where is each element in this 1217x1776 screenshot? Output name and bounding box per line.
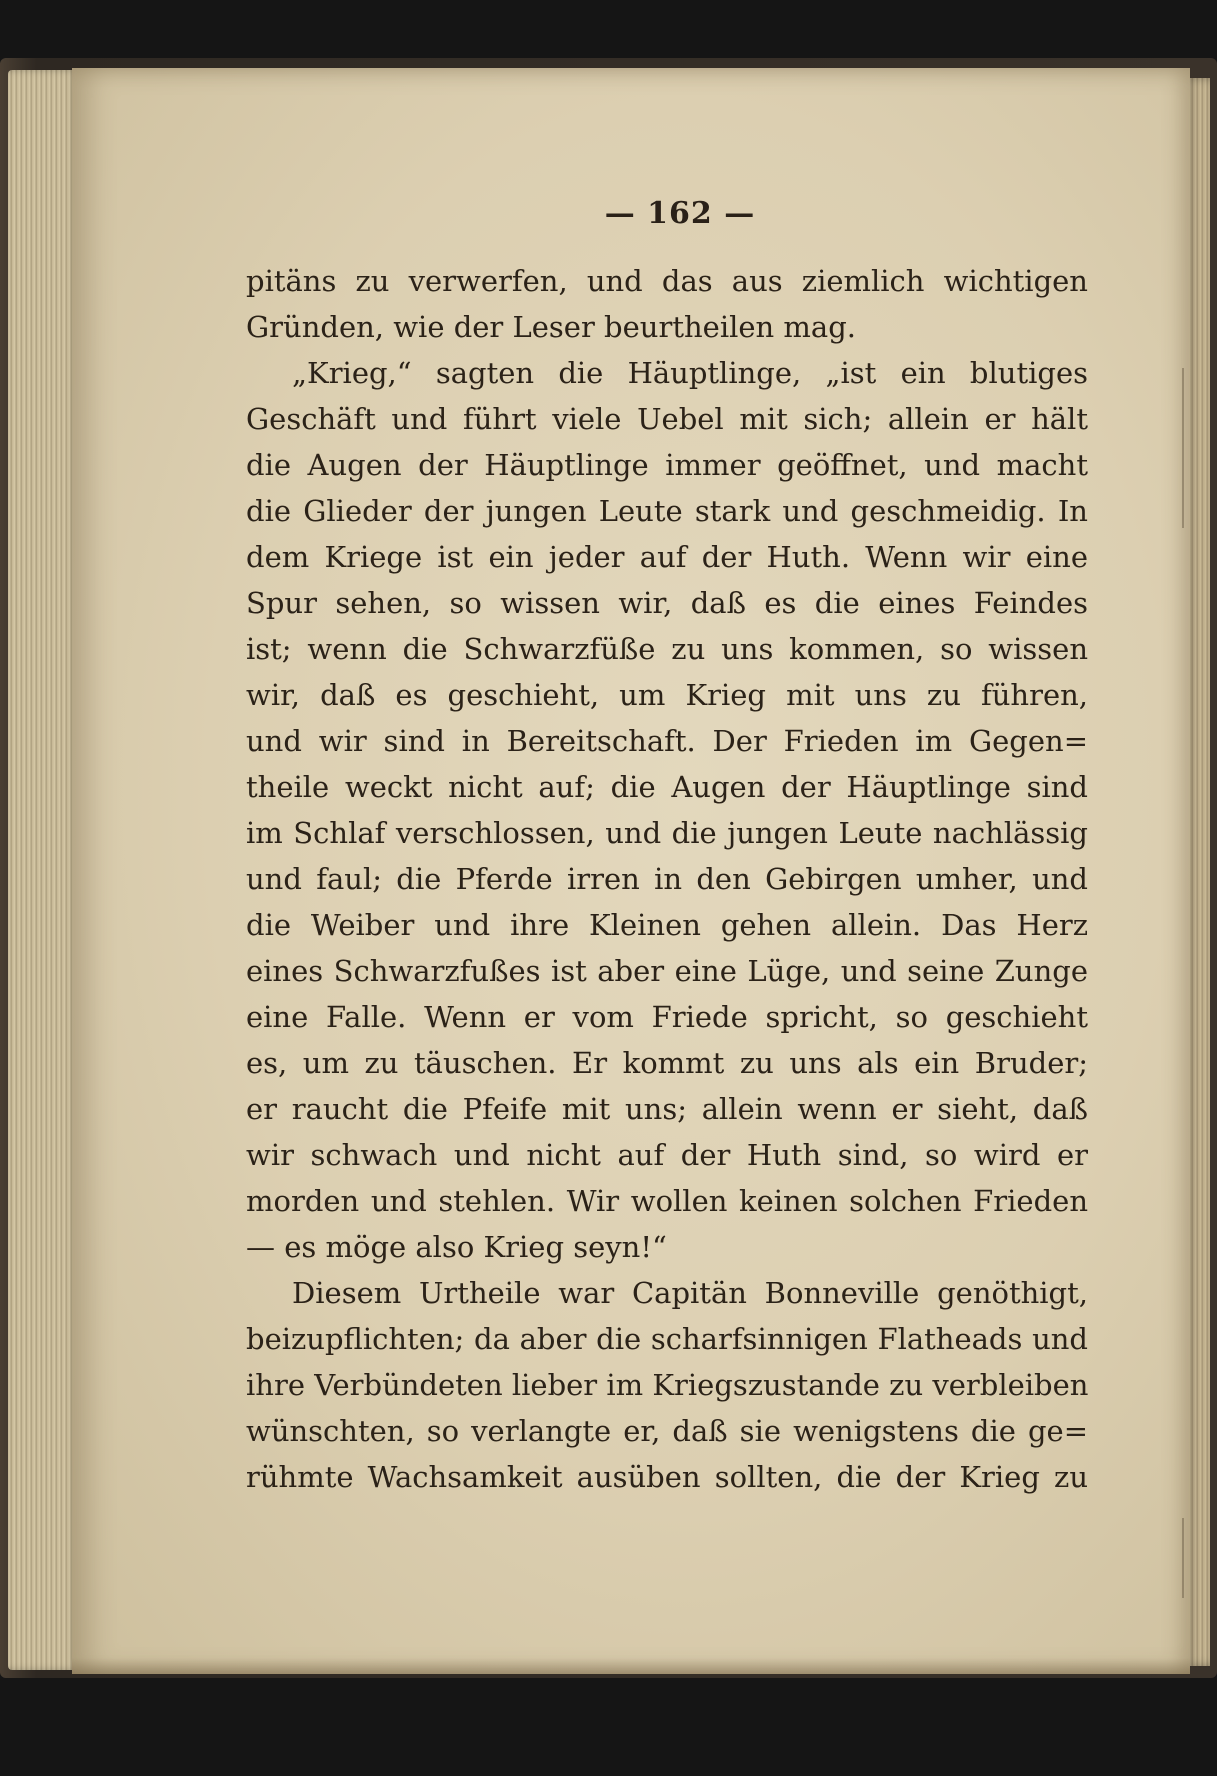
text-line: eine Falle. Wenn er vom Friede spricht, so geschieht — [246, 1000, 1088, 1034]
text-line: und wir sind in Bereitschaft. Der Frieden im Gegen= — [246, 724, 1088, 758]
text-line: ihre Verbündeten lieber im Kriegszustande zu verbleiben — [246, 1368, 1088, 1402]
text-line: im Schlaf verschlossen, und die jungen Leute nachlässig — [246, 816, 1088, 850]
text-line: die Weiber und ihre Kleinen gehen allein. Das Herz — [246, 908, 1088, 942]
text-line: eines Schwarzfußes ist aber eine Lüge, und seine Zunge — [246, 954, 1088, 988]
text-line: er raucht die Pfeife mit uns; allein wenn er sieht, daß — [246, 1092, 1088, 1126]
text-line: wünschten, so verlangte er, daß sie wenigstens die ge= — [246, 1414, 1088, 1448]
margin-mark — [1182, 1518, 1184, 1598]
text-line: morden und stehlen. Wir wollen keinen solchen Frieden — [246, 1184, 1088, 1218]
text-line: dem Kriege ist ein jeder auf der Huth. Wenn wir eine — [246, 540, 1088, 574]
text-line: — es möge also Krieg seyn!“ — [246, 1230, 667, 1264]
text-line: und faul; die Pferde irren in den Gebirgen umher, und — [246, 862, 1088, 896]
text-line: rühmte Wachsamkeit ausüben sollten, die der Krieg zu — [246, 1460, 1088, 1494]
text-line: wir schwach und nicht auf der Huth sind, so wird er — [246, 1138, 1088, 1172]
text-line: die Augen der Häuptlinge immer geöffnet, und macht — [246, 448, 1088, 482]
left-page-edges — [8, 70, 78, 1670]
text-line: Gründen, wie der Leser beurtheilen mag. — [246, 310, 856, 344]
text-line: beizupflichten; da aber die scharfsinnigen Flatheads und — [246, 1322, 1088, 1356]
text-line: Spur sehen, so wissen wir, daß es die eines Feindes — [246, 586, 1088, 620]
text-line: Diesem Urtheile war Capitän Bonneville genöthigt, — [292, 1276, 1088, 1310]
margin-mark — [1182, 368, 1184, 528]
body-text — [246, 258, 1088, 1500]
text-line: Geschäft und führt viele Uebel mit sich; allein er hält — [246, 402, 1088, 436]
text-line: die Glieder der jungen Leute stark und geschmeidig. In — [246, 494, 1088, 528]
page-number: — 162 — — [604, 196, 756, 231]
text-line: ist; wenn die Schwarzfüße zu uns kommen, so wissen — [246, 632, 1088, 666]
text-line: pitäns zu verwerfen, und das aus ziemlich wichtigen — [246, 264, 1088, 298]
text-line: es, um zu täuschen. Er kommt zu uns als ein Bruder; — [246, 1046, 1088, 1080]
text-line: „Krieg,“ sagten die Häuptlinge, „ist ein blutiges — [292, 356, 1088, 390]
text-line: wir, daß es geschieht, um Krieg mit uns zu führen, — [246, 678, 1088, 712]
text-line: theile weckt nicht auf; die Augen der Häuptlinge sind — [246, 770, 1088, 804]
